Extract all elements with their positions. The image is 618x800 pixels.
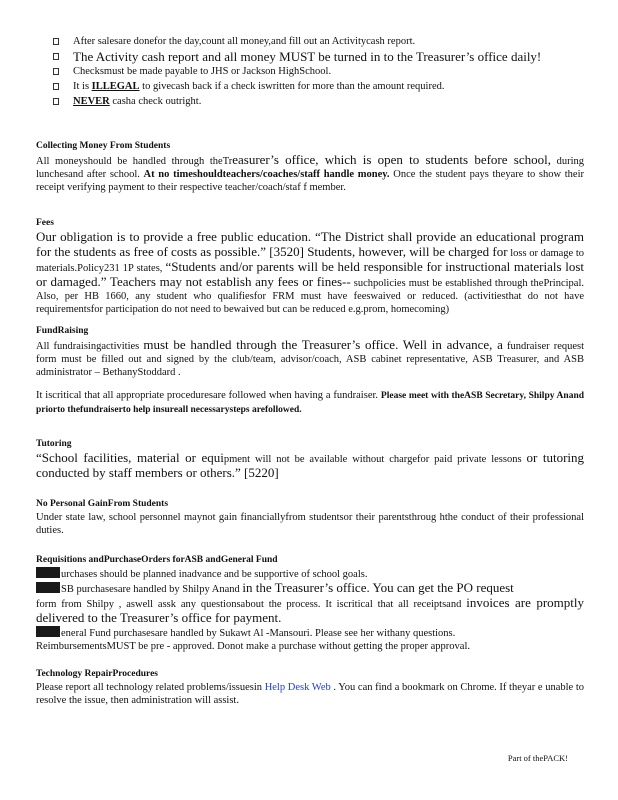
section-collecting-money: [36, 139, 584, 194]
bullet-box-icon: [53, 38, 59, 45]
section-body: “School facilities, material or equipment will not be available without chargefor paid private lessons or tutoring conducted by staff members or others.” [5220]: [36, 450, 585, 480]
bullet-box-icon: [53, 98, 59, 105]
section-heading: Tutoring: [36, 439, 72, 449]
section-body-2: It iscritical that all appropriate proceduresare followed when having a fundraiser. Please meet with theASB Secretary, Shilpy Anand priorto thefundraiserto help insureall necessarysteps arefollowed.: [36, 390, 585, 415]
bullet-item-4: It is ILLEGAL to givecash back if a check iswritten for more than the amount required.: [53, 79, 584, 94]
section-heading: No Personal GainFrom Students: [36, 499, 169, 509]
page-footer: Part of thePACK!: [507, 753, 568, 763]
redaction-block: [36, 567, 60, 578]
section-body: Under state law, school personnel maynot gain financiallyfrom studentsor their parentsthroug hthe conduct of their professional duties.: [36, 512, 584, 536]
section-heading: Requisitions andPurchaseOrders forASB andGeneral Fund: [36, 555, 278, 565]
bullet-item-5: NEVER casha check outright.: [53, 94, 584, 109]
procedure-bullet-list: [53, 34, 584, 109]
section-body: All fundraisingactivities must be handled through the Treasurer’s office. Well in advance, a fundraiser request form must be filled out and signed by the club/team, advisor/coach, ASB cabinet representative, ASB Treasurer, and ASB administrator – BethanyStoddard .: [36, 337, 585, 378]
help-desk-web-link[interactable]: Help Desk Web: [264, 682, 331, 693]
section-heading: FundRaising: [36, 326, 89, 336]
section-tutoring: [36, 437, 584, 481]
bullet-box-icon: [53, 83, 59, 90]
document-page: [36, 34, 584, 707]
section-body: Our obligation is to provide a free public education. “The District shall provide an educational program for the students as free of costs as possible.” [3520] Students, however, will be charged for loss or damage to materials.Policy231 1P states, “Students and/or parents will be held responsible for instructional materials lost or damaged.” Teachers may not establish any fees or fines-- suchpolicies must be established through thePrincipal. Also, per HB 1660, any student who qualifiesfor FRM must have feeswaived or reduced. (activitiesthat do not have requirementsfor participation do not need to bewaived but can be reduced e.g.prom, homecoming): [36, 229, 585, 315]
never-emphasis: NEVER: [73, 96, 110, 107]
section-body: urchases should be planned inadvance and be supportive of school goals. SB purchasesare handled by Shilpy Anand in the Treasurer’s office. You can get the PO request form from Shilpy , aswell assk any questionsabout the process. It iscritical that all receiptsand invoices are promptly delivered to the Treasurer’s office for payment. eneral Fund purchasesare handled by Sukawt Al -Mansouri. Please see her withany questions. ReimbursementsMUST be pre - approved. Donot make a purchase without getting the proper approval.: [36, 569, 585, 652]
bullet-item-1: After salesare donefor the day,count all money,and fill out an Activitycash report.: [53, 34, 584, 49]
redaction-block: [36, 582, 60, 593]
section-fees: [36, 216, 584, 316]
bullet-item-3: Checksmust be made payable to JHS or Jackson HighSchool.: [53, 64, 584, 79]
illegal-emphasis: ILLEGAL: [91, 81, 140, 92]
section-fundraising: [36, 324, 584, 417]
section-no-personal-gain: [36, 497, 584, 537]
section-requisitions: [36, 553, 584, 653]
section-technology: [36, 667, 584, 707]
section-body: All moneyshould be handled through theTreasurer’s office, which is open to students before school, during lunchesand after school. At no timeshouldteachers/coaches/staff handle money. Once the student pays theyare to show their receipt verifying payment to their respective teacher/coach/staf f member.: [36, 152, 584, 193]
redaction-block: [36, 626, 60, 637]
section-heading: Fees: [36, 218, 54, 228]
bullet-item-2: The Activity cash report and all money MUST be turned in to the Treasurer’s office daily!: [53, 49, 584, 64]
section-heading: Collecting Money From Students: [36, 141, 171, 151]
section-heading: Technology RepairProcedures: [36, 669, 159, 679]
bullet-box-icon: [53, 68, 59, 75]
bullet-box-icon: [53, 53, 59, 60]
section-body: Please report all technology related problems/issuesin Help Desk Web . You can find a bookmark on Chrome. If theyar e unable to resolve the issue, then administration will assist.: [36, 682, 585, 706]
